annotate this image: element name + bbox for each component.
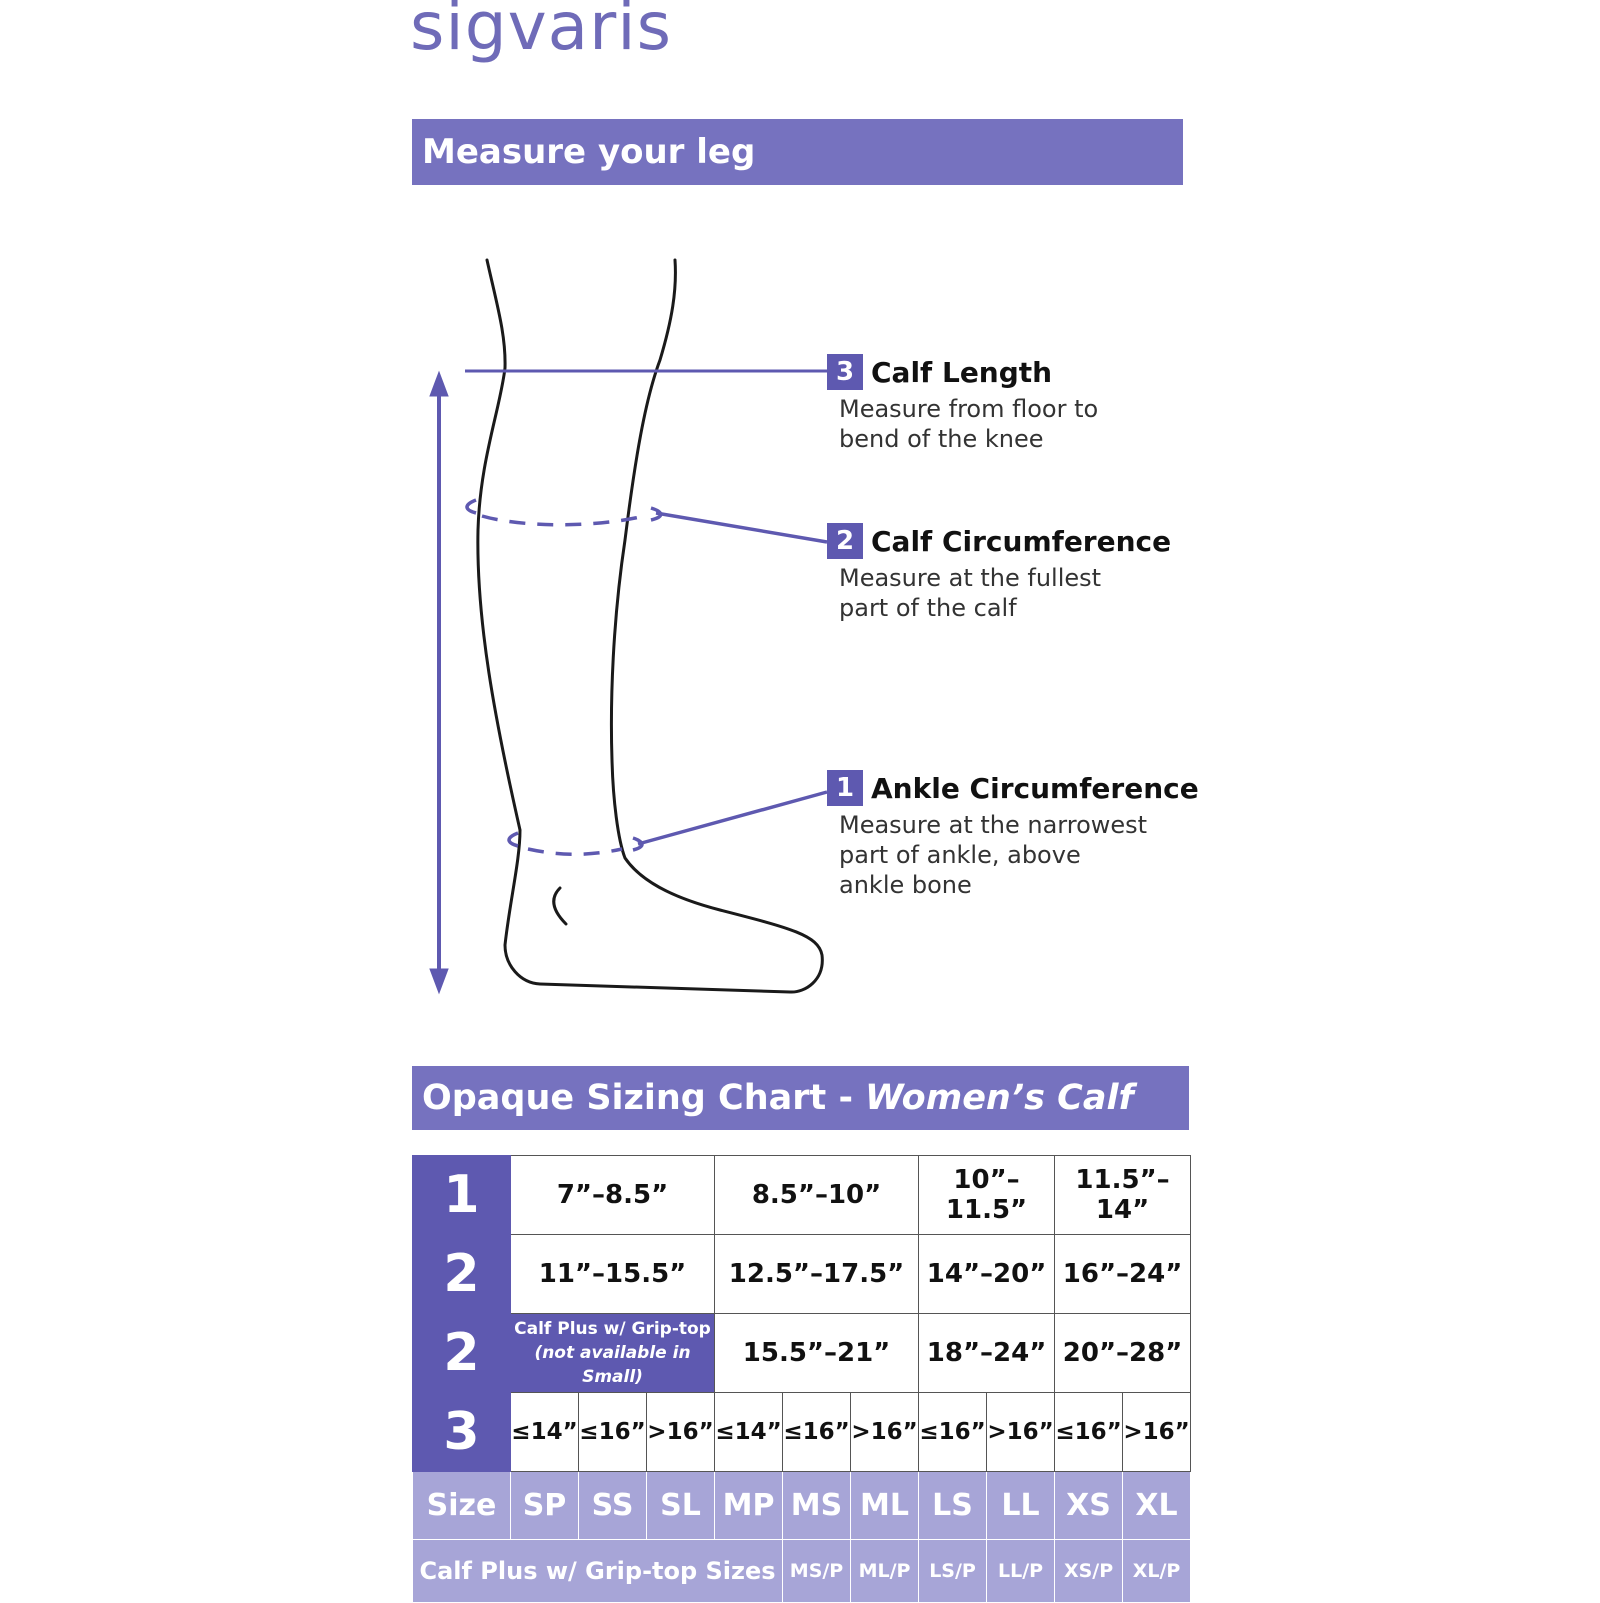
table-row [413,1235,1191,1314]
size-cell: LS/P [919,1540,987,1603]
size-cell: MS [783,1472,851,1540]
table-cell: 10”–11.5” [919,1156,1055,1235]
size-cell: XS/P [1055,1540,1123,1603]
table-row [413,1393,1191,1472]
sizing-chart-subtitle: Women’s Calf [864,1078,1134,1118]
step-number: 3 [827,354,863,390]
measure-title: Measure your leg [422,132,756,172]
step-description: Measure from floor to bend of the knee [839,395,1099,453]
calf-plus-size-label: Calf Plus w/ Grip-top Sizes [413,1540,783,1603]
ankle-circumference-marker [509,792,827,854]
table-cell: 20”–28” [1055,1314,1191,1393]
sizing-chart-title: Opaque Sizing Chart - [422,1078,853,1118]
table-cell: 15.5”–21” [715,1314,919,1393]
table-row [413,1156,1191,1235]
size-cell: XL/P [1123,1540,1191,1603]
size-cell: LL [987,1472,1055,1540]
table-cell: 16”–24” [1055,1235,1191,1314]
size-cell: SS [579,1472,647,1540]
table-cell: ≤16” [579,1393,647,1472]
calf-circumference-marker [467,500,827,542]
step-description: Measure at the fullest part of the calf [839,564,1102,622]
table-cell: 18”–24” [919,1314,1055,1393]
table-cell: >16” [987,1393,1055,1472]
step-calf-circumference [827,523,1171,623]
size-row-label: Size [413,1472,511,1540]
table-cell: >16” [647,1393,715,1472]
table-cell: >16” [1123,1393,1191,1472]
table-cell: ≤14” [511,1393,579,1472]
step-ankle-circumference [827,770,1199,900]
size-cell: SL [647,1472,715,1540]
calf-plus-note-cell [511,1314,715,1393]
step-title: Calf Circumference [871,524,1172,558]
row-label: 2 [413,1314,511,1393]
step-title: Ankle Circumference [871,771,1199,805]
table-cell: 14”–20” [919,1235,1055,1314]
table-cell: 7”–8.5” [511,1156,715,1235]
table-row [413,1314,1191,1393]
size-cell: XL [1123,1472,1191,1540]
size-cell: MS/P [783,1540,851,1603]
size-cell: LL/P [987,1540,1055,1603]
size-cell: MP [715,1472,783,1540]
row-label: 2 [413,1235,511,1314]
calf-length-arrow [430,372,448,993]
sizing-table [412,1155,1191,1603]
row-label: 1 [413,1156,511,1235]
size-cell: SP [511,1472,579,1540]
sigvaris-logo: sigvaris [410,0,672,65]
table-cell: 8.5”–10” [715,1156,919,1235]
step-title: Calf Length [871,355,1053,389]
size-row [413,1472,1191,1540]
table-cell: ≤16” [783,1393,851,1472]
size-cell: ML/P [851,1540,919,1603]
size-cell: XS [1055,1472,1123,1540]
step-number: 1 [827,770,863,806]
table-cell: >16” [851,1393,919,1472]
table-cell: 11.5”–14” [1055,1156,1191,1235]
calf-plus-size-row [413,1540,1191,1603]
table-cell: ≤14” [715,1393,783,1472]
sizing-chart-banner [412,1066,1189,1130]
step-description: Measure at the narrowest part of ankle, above ankle bone [839,811,1148,899]
step-calf-length [827,354,1098,454]
calf-plus-title: Calf Plus w/ Grip-top [514,1319,711,1339]
table-cell: ≤16” [919,1393,987,1472]
table-cell: 11”–15.5” [511,1235,715,1314]
table-cell: ≤16” [1055,1393,1123,1472]
size-cell: LS [919,1472,987,1540]
table-cell: 12.5”–17.5” [715,1235,919,1314]
row-label: 3 [413,1393,511,1472]
step-number: 2 [827,523,863,559]
calf-plus-note: (not available in Small) [534,1343,691,1387]
size-cell: ML [851,1472,919,1540]
